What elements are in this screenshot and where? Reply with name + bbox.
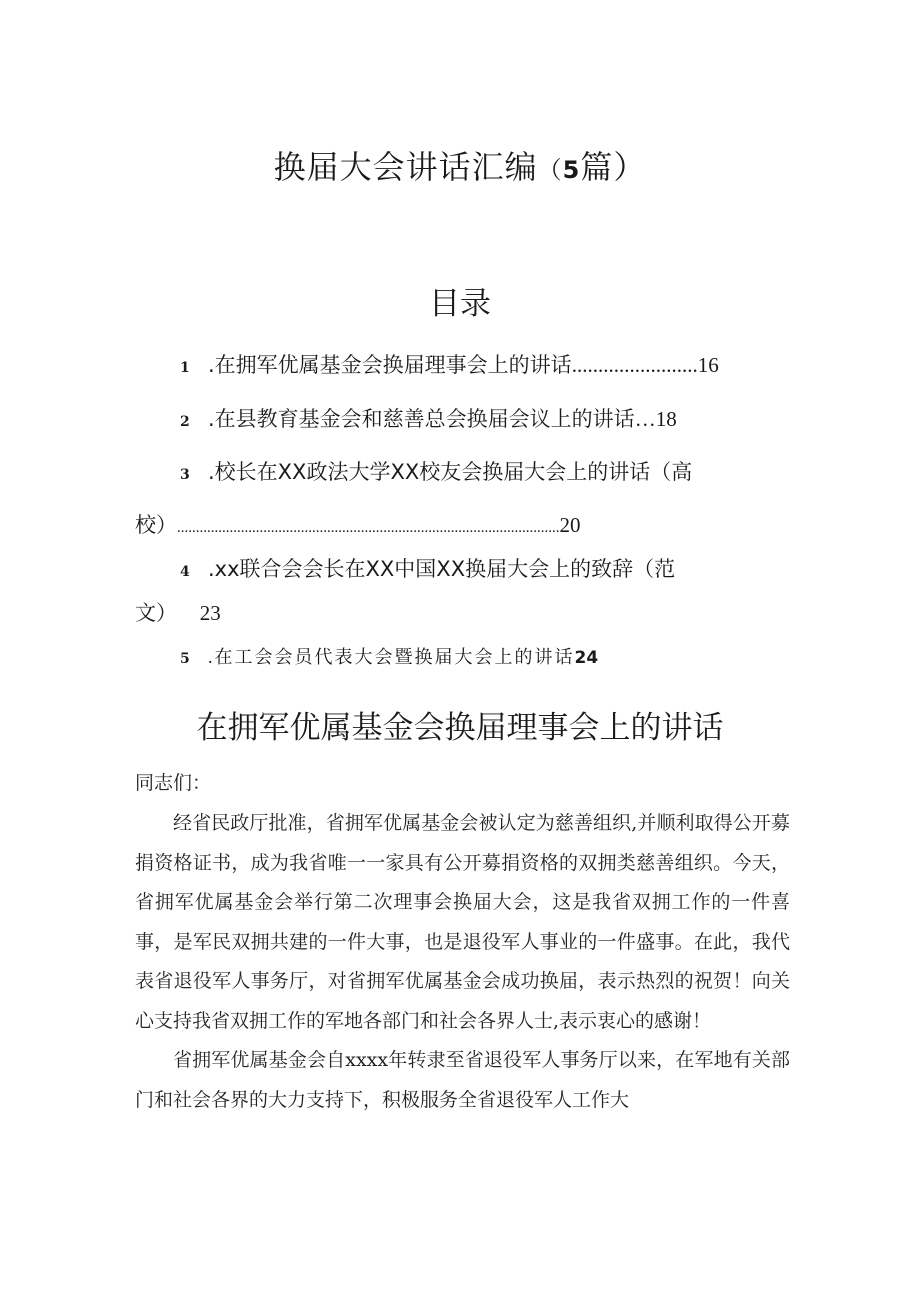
toc-item-text: .在工会会员代表大会暨换届大会上的讲话 [208, 647, 575, 667]
toc-item-5[interactable] [180, 642, 598, 674]
title-paren-open: （ [537, 156, 563, 184]
toc-item-number: 1 [180, 360, 190, 376]
toc-heading: 目录 [429, 286, 491, 322]
toc-item-page: 16 [697, 353, 719, 377]
toc-item-4[interactable] [180, 554, 675, 587]
toc-item-text: .在县教育基金会和慈善总会换届会议上的讲话 [208, 407, 635, 431]
toc-item-page: 23 [199, 601, 221, 625]
toc-item-3[interactable] [180, 457, 692, 490]
toc-item-number: 2 [180, 414, 190, 430]
toc-item-page: 18 [655, 407, 677, 431]
title-paren-close: ） [613, 148, 647, 186]
toc-item-dots: ........................ [571, 353, 698, 377]
toc-item-number: 3 [180, 467, 190, 483]
toc-item-number: 5 [180, 651, 190, 667]
salutation: 同志们： [135, 772, 212, 794]
title-main: 换届大会讲话汇编 [273, 148, 538, 186]
document-title [0, 142, 920, 188]
toc-item-page: 24 [574, 648, 599, 668]
title-paren-word: 篇 [580, 148, 614, 186]
toc-item-number: 4 [180, 564, 190, 580]
section-title: 在拥军优属基金会换届理事会上的讲话 [196, 710, 724, 746]
toc-item-1[interactable] [180, 350, 719, 383]
toc-item-2[interactable] [180, 404, 677, 437]
toc-item-text-line1: .xx联合会会长在XX中国XX换届大会上的致辞（范 [208, 557, 676, 581]
toc-item-dots: … [634, 407, 656, 431]
paragraph: 省拥军优属基金会自xxxx年转隶至省退役军人事务厅以来，在军地有关部门和社会各界的大力支持下，积极服务全省退役军人工作大 [135, 1049, 790, 1111]
toc-item-text-line2: 文） [135, 601, 177, 625]
toc-item-page: 20 [559, 513, 581, 537]
toc-item-4-continued[interactable] [135, 598, 221, 628]
paragraph: 经省民政厅批准，省拥军优属基金会被认定为慈善组织,并顺利取得公开募捐资格证书，成为我省唯一一家具有公开募捐资格的双拥类慈善组织。今天，省拥军优属基金会举行第二次理事会换届大会，这是我省双拥工作的一件喜事，是军民双拥共建的一件大事，也是退役军人事业的一件盛事。在此，我代表省退役军人事务厅，对省拥军优属基金会成功换届，表示热烈的祝贺！向关心支持我省双拥工作的军地各部门和社会各界人士,表示衷心的感谢！ [135, 812, 790, 1032]
toc-item-dots: ...................................................................................................... [177, 520, 560, 536]
section-body [135, 804, 790, 1120]
toc-item-text: .在拥军优属基金会换届理事会上的讲话 [208, 353, 572, 377]
toc-item-text-line1: .校长在XX政法大学XX校友会换届大会上的讲话（高 [208, 460, 693, 484]
toc-item-text-line2: 校） [135, 513, 177, 537]
title-count: 5 [562, 156, 581, 184]
toc-item-3-continued[interactable] [135, 510, 775, 543]
